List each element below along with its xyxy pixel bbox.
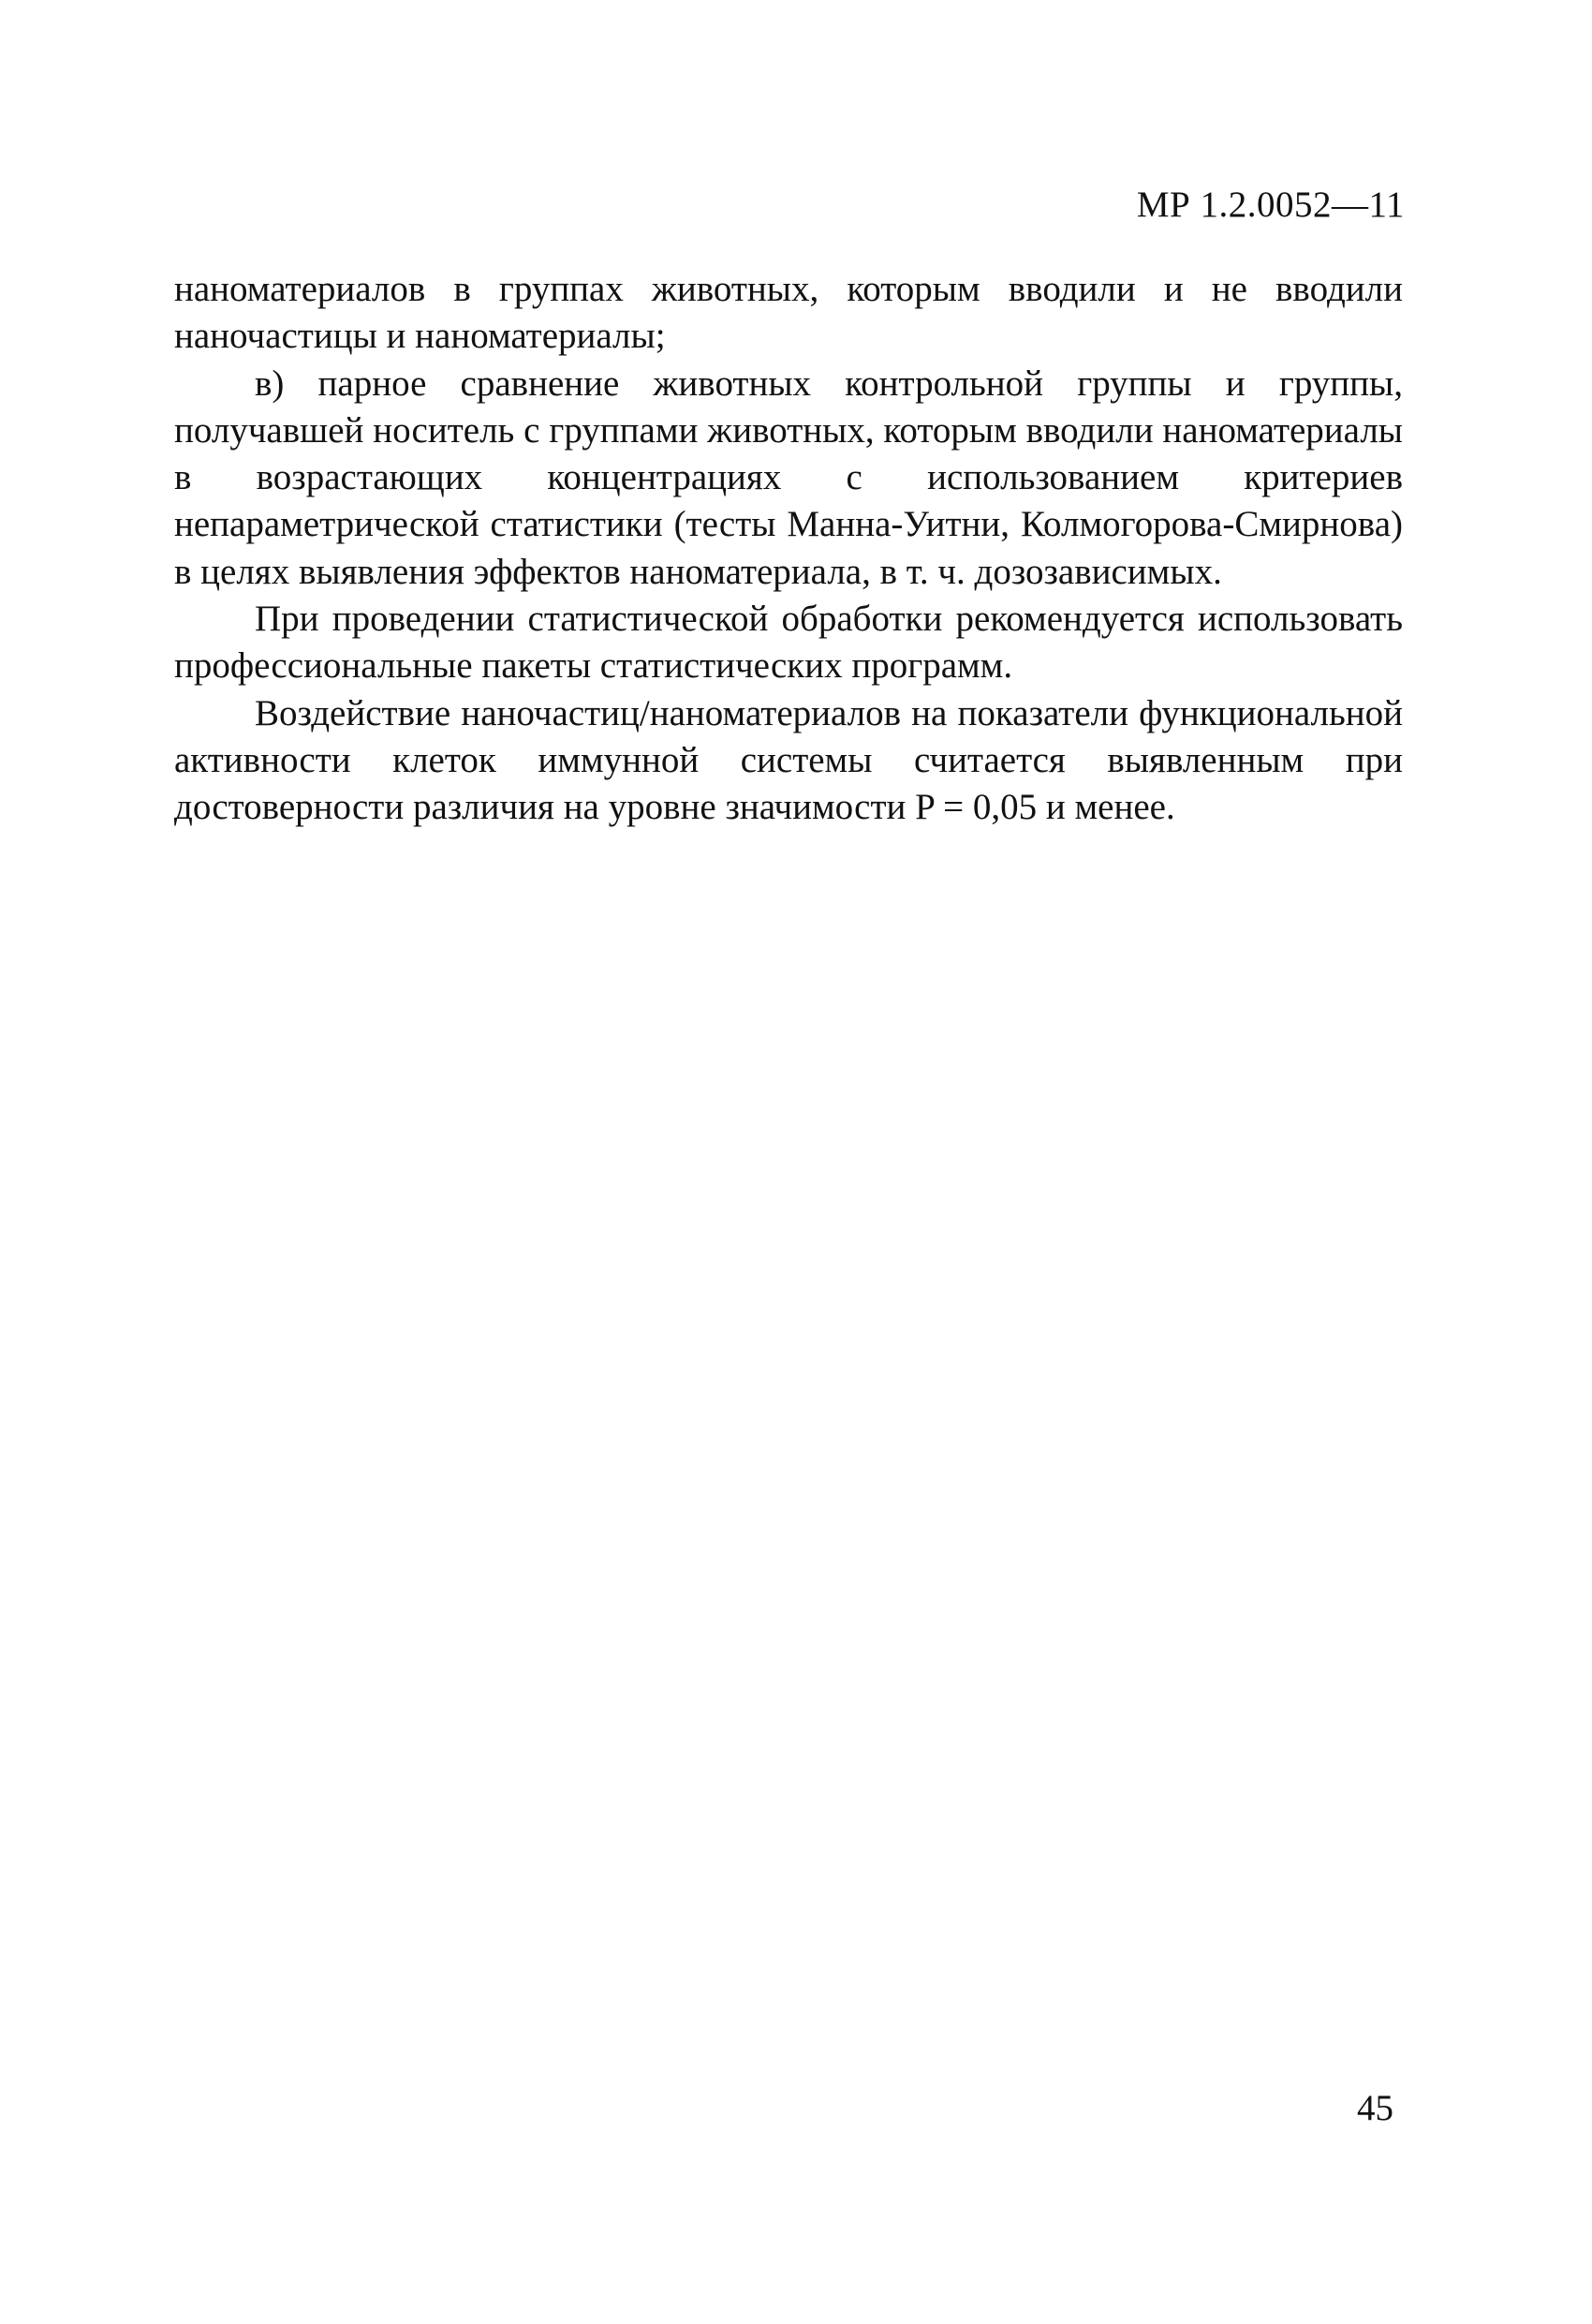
page-number: 45 — [1357, 2088, 1393, 2128]
document-code-header: МР 1.2.0052—11 — [1136, 185, 1405, 225]
paragraph-significance-level: Воздействие наночастиц/наноматериалов на показатели функциональной активности клеток иммунной системы считается выявленным при достоверности различия на уровне значимости P = 0,05 и менее. — [174, 692, 1403, 828]
body-text — [174, 266, 1403, 832]
paragraph-item-v: в) парное сравнение животных контрольной группы и группы, получавшей носитель с группами животных, которым вводили наноматериалы в возрастающих концентрациях с использованием критериев непараметрической статистики (тесты Манна-Уитни, Колмогорова-Смирнова) в целях выявления эффектов наноматериала, в т. ч. дозозависимых. — [174, 363, 1403, 592]
paragraph-continuation: наноматериалов в группах животных, которым вводили и не вводили наночастицы и наноматериалы; — [174, 269, 1403, 357]
paragraph-statistics-software: При проведении статистической обработки рекомендуется использовать профессиональные пакеты статистических программ. — [174, 599, 1403, 687]
